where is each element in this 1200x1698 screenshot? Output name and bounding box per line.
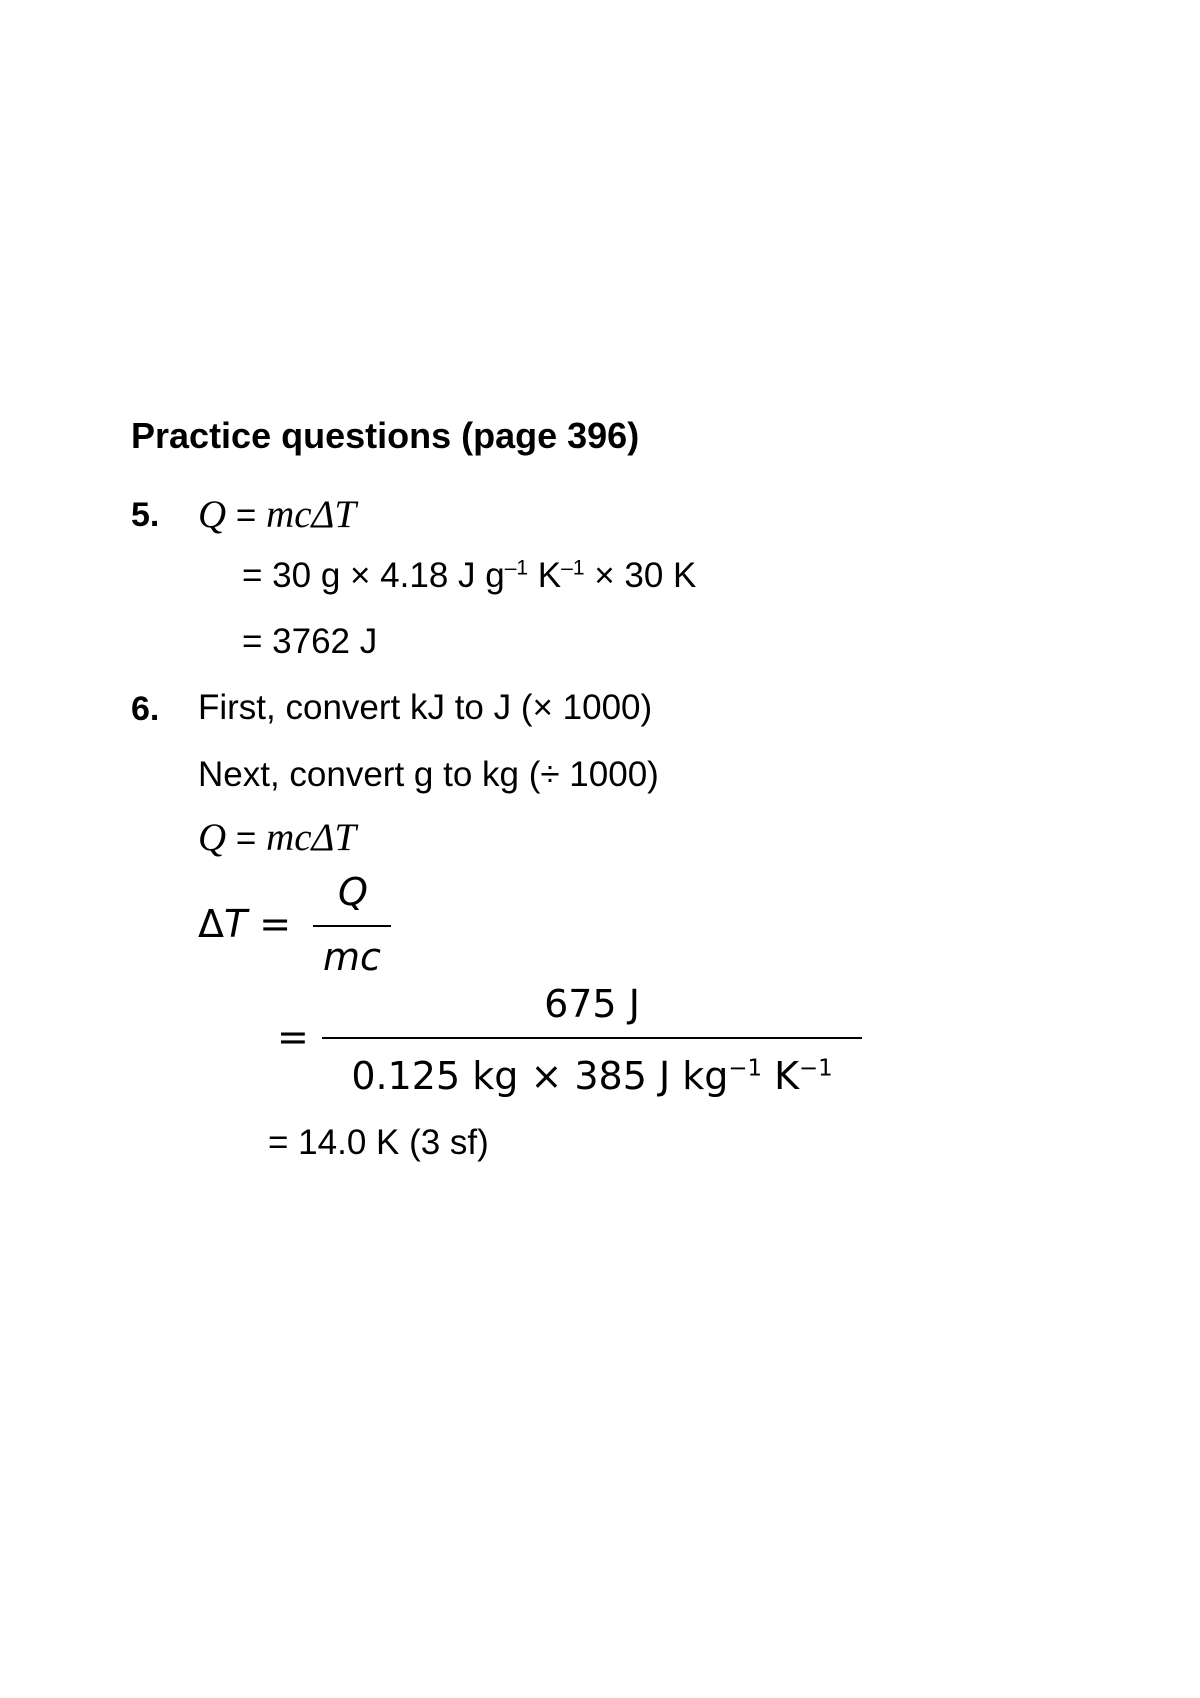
question-5-number: 5. [131, 496, 160, 534]
q5-formula [198, 495, 356, 534]
question-6-number: 6. [131, 690, 160, 728]
q5-formula-lhs: Q [198, 493, 227, 536]
q5-exponent-2: –1 [561, 556, 585, 580]
q6-rearranged-fraction-bar [313, 925, 391, 927]
q6-denominator-mid: K [762, 1054, 799, 1098]
q6-denominator-exponent-2: −1 [799, 1055, 833, 1082]
q6-rearranged-numerator: Q [338, 870, 368, 914]
q5-exponent-1: –1 [504, 556, 529, 580]
q6-denominator-prefix: 0.125 kg × 385 J kg [351, 1054, 729, 1098]
q5-substitution [242, 558, 696, 593]
q6-rearranged-lhs: ΔT = [198, 902, 292, 946]
q6-substitution-equals: = [277, 1015, 309, 1059]
q6-step-convert-mass: Next, convert g to kg (÷ 1000) [198, 755, 659, 794]
q6-formula: Q = mcΔT [198, 816, 357, 859]
q5-substitution-prefix: = 30 g × 4.18 J g [242, 556, 505, 595]
q6-rearranged-denominator: mc [323, 935, 381, 979]
q6-denominator-exponent-1: −1 [728, 1055, 762, 1082]
q6-answer: = 14.0 K (3 sf) [268, 1123, 489, 1162]
q6-substitution-numerator: 675 J [544, 982, 640, 1026]
q6-step-convert-energy: First, convert kJ to J (× 1000) [198, 688, 653, 727]
q5-substitution-suffix: × 30 K [584, 556, 697, 595]
q5-formula-rest: = mcΔT [226, 493, 357, 536]
q6-formula-lhs: Q [198, 816, 227, 859]
q5-answer: = 3762 J [242, 622, 378, 661]
page-title: Practice questions (page 396) [131, 415, 640, 456]
q6-substitution-fraction-bar [322, 1037, 862, 1039]
q5-substitution-mid: K [528, 556, 562, 595]
q6-substitution-denominator [322, 1054, 862, 1098]
